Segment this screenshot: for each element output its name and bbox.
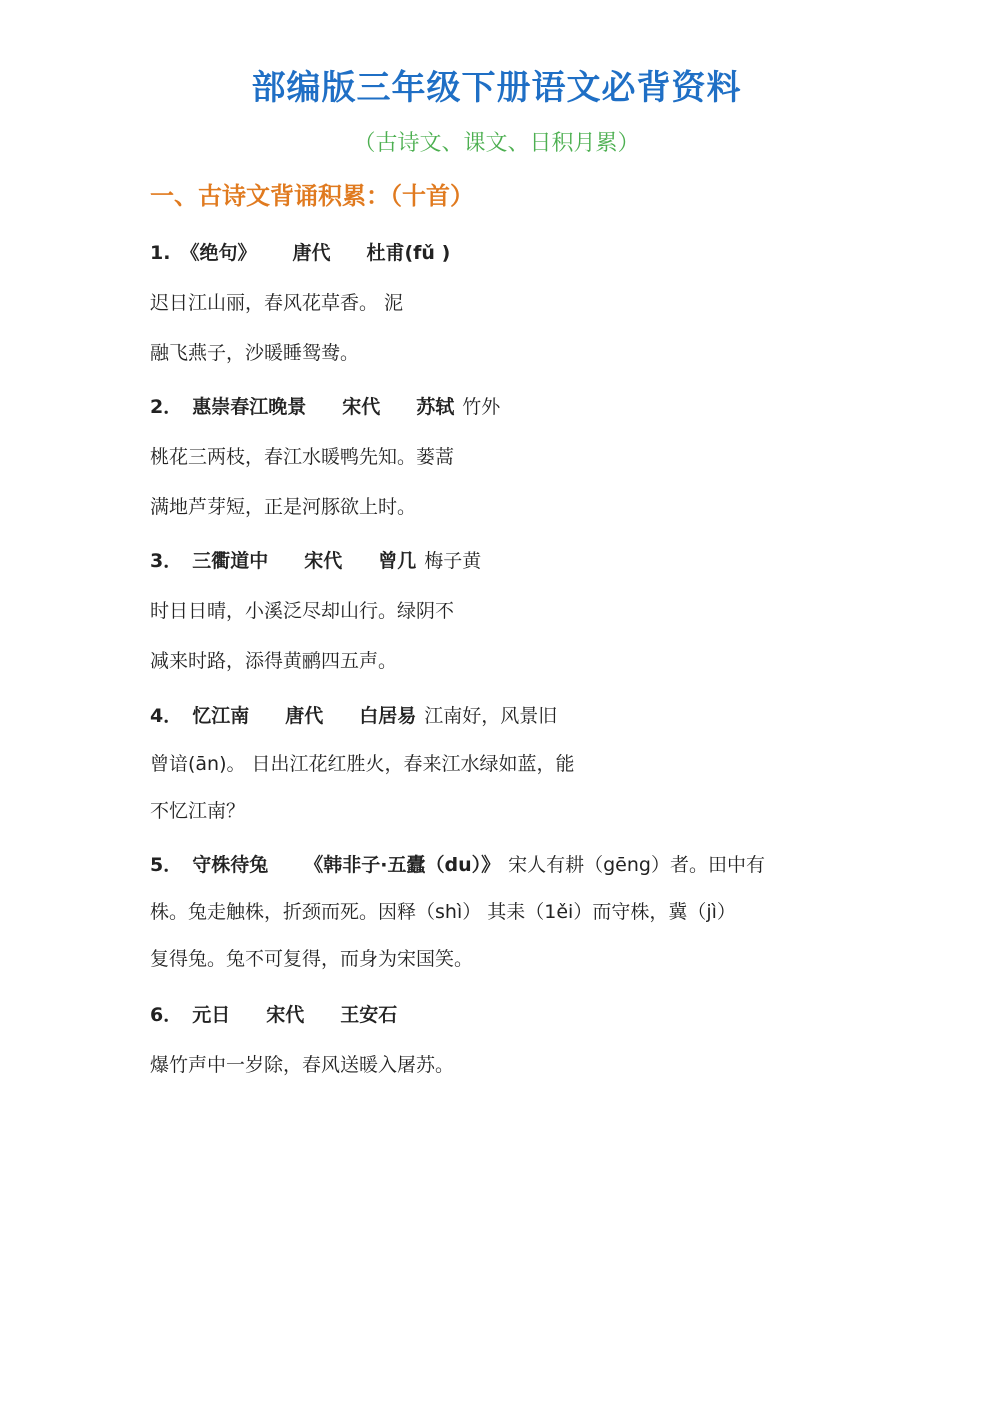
poem-first-words: 宋人有耕（gēng）者。田中有 (508, 854, 765, 876)
poem-title: 守株待兔 (192, 854, 269, 876)
poem-2-line-1: 桃花三两枝，春江水暖鸭先知。蒌蒿 (150, 446, 455, 468)
poem-number: 4． (150, 705, 183, 727)
poem-first-words: 竹外 (462, 396, 501, 418)
poem-dynasty: 唐代 (292, 242, 331, 264)
poem-title: 元日 (192, 1004, 231, 1026)
poem-first-words: 梅子黄 (424, 550, 482, 572)
poem-number: 5． (150, 854, 183, 876)
poem-4-heading (150, 701, 593, 728)
poem-number: 6． (150, 1004, 183, 1026)
poem-first-words: 江南好，风景旧 (424, 705, 558, 727)
poem-title: 《绝句》 (180, 242, 257, 264)
section-heading: 一、古诗文背诵积累：（十首） (150, 181, 474, 210)
poem-number: 1. (150, 242, 171, 264)
poem-author: 曾几 (378, 550, 417, 572)
poem-author: 杜甫(fǔ ) (366, 242, 451, 264)
poem-4-line-1: 曾谙(ān)。 日出江花红胜火，春来江水绿如蓝，能 (150, 753, 575, 775)
poem-dynasty: 宋代 (342, 396, 381, 418)
poem-5-line-2: 复得兔。兔不可复得，而身为宋国笑。 (150, 948, 474, 970)
poem-dynasty: 唐代 (285, 705, 324, 727)
poem-5-line-1: 株。兔走触株，折颈而死。因释（shì） 其耒（1ěi）而守株，冀（jì） (150, 901, 736, 923)
poem-4-line-2: 不忆江南？ (150, 800, 246, 822)
poem-3-line-2: 减来时路，添得黄鹂四五声。 (150, 650, 398, 672)
poem-author: 苏轼 (416, 396, 455, 418)
poem-3-line-1: 时日日晴，小溪泛尽却山行。绿阴不 (150, 600, 455, 622)
poem-title: 忆江南 (192, 705, 250, 727)
poem-1-heading (150, 238, 458, 265)
poem-1-line-2: 融飞燕子，沙暖睡鸳鸯。 (150, 342, 360, 364)
poem-number: 2． (150, 396, 183, 418)
poem-title: 三衢道中 (192, 550, 269, 572)
poem-2-heading (150, 392, 536, 419)
poem-3-heading (150, 546, 517, 573)
poem-author: 白居易 (359, 705, 417, 727)
poem-6-line-1: 爆竹声中一岁除，春风送暖入屠苏。 (150, 1054, 455, 1076)
document-subtitle: （古诗文、课文、日积月累） (353, 131, 640, 156)
poem-5-heading (150, 850, 801, 877)
poem-6-heading (150, 1000, 405, 1027)
poem-title: 惠崇春江晚景 (192, 396, 307, 418)
document-title: 部编版三年级下册语文必背资料 (251, 68, 742, 108)
poem-1-line-1: 迟日江山丽，春风花草香。 泥 (150, 292, 404, 314)
poem-author: 王安石 (340, 1004, 398, 1026)
poem-author: 《韩非子·五蠹（du）》 (304, 854, 501, 876)
poem-number: 3． (150, 550, 183, 572)
poem-dynasty: 宋代 (266, 1004, 305, 1026)
poem-2-line-2: 满地芦芽短，正是河豚欲上时。 (150, 496, 417, 518)
poem-dynasty: 宋代 (304, 550, 343, 572)
